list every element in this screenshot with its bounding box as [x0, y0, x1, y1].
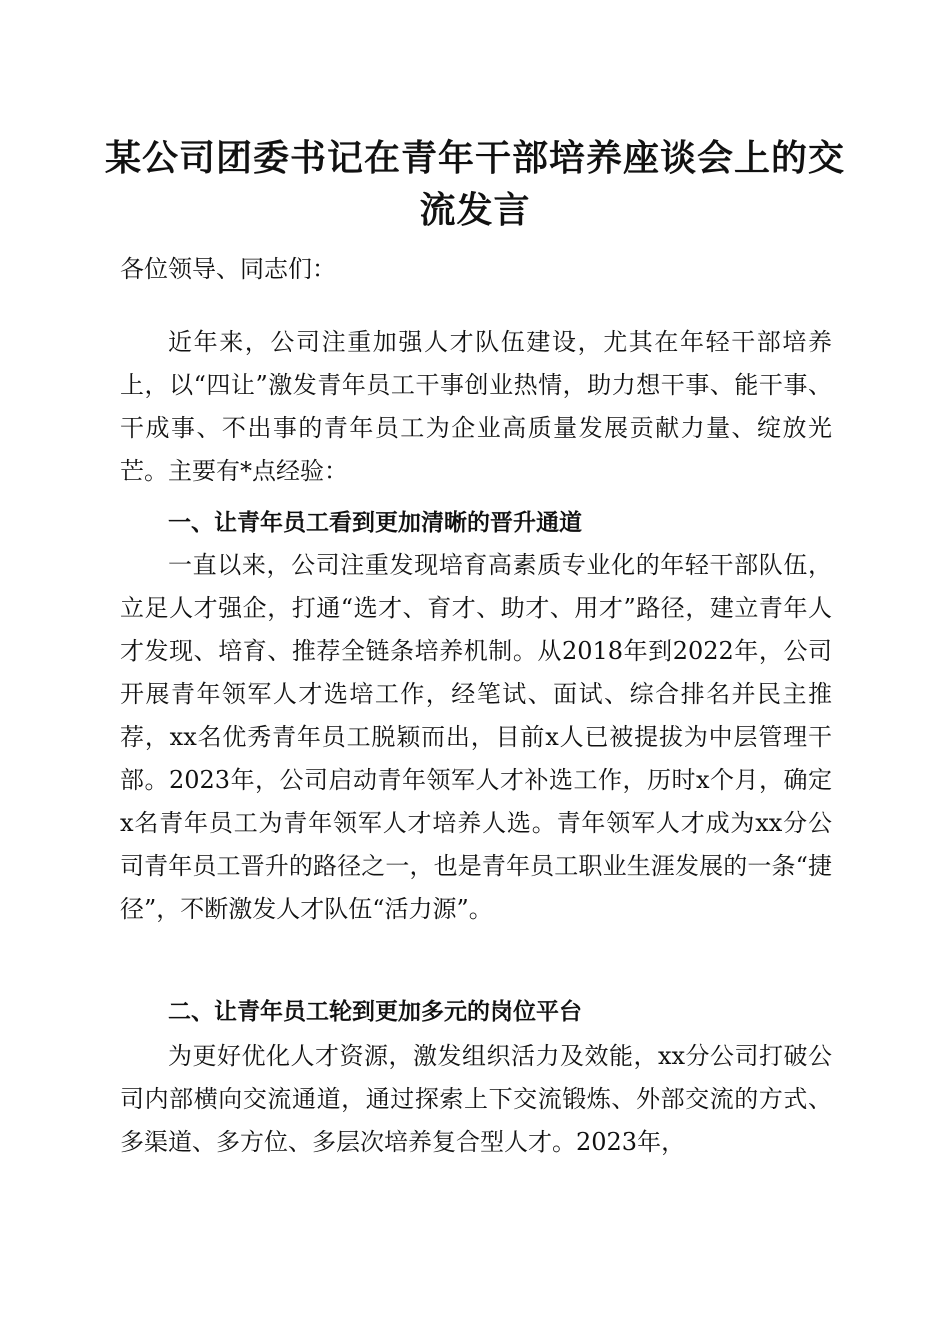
- section-1-heading: 一、让青年员工看到更加清晰的晋升通道: [168, 510, 582, 536]
- section-2-heading: 二、让青年员工轮到更加多元的岗位平台: [168, 999, 582, 1025]
- document-title-line-2: 流发言: [419, 189, 531, 231]
- section-1-paragraph: 一直以来，公司注重发现培育高素质专业化的年轻干部队伍，立足人才强企，打通“选才、育才、助才、用才”路径，建立青年人才发现、培育、推荐全链条培养机制。从2018年到2022年，公司开展青年领军人才选培工作，经笔试、面试、综合排名并民主推荐，xx名优秀青年员工脱颖而出，目前x人已被提拔为中层管理干部。2023年，公司启动青年领军人才补选工作，历时x个月，确定x名青年员工为青年领军人才培养人选。青年领军人才成为xx分公司青年员工晋升的路径之一，也是青年员工职业生涯发展的一条“捷径”，不断激发人才队伍“活力源”。: [120, 551, 832, 923]
- section-2-paragraph: 为更好优化人才资源，激发组织活力及效能，xx分公司打破公司内部横向交流通道，通过探索上下交流锻炼、外部交流的方式、多渠道、多方位、多层次培养复合型人才。2023年，: [120, 1042, 832, 1156]
- document-title-line-1: 某公司团委书记在青年干部培养座谈会上的交: [104, 137, 845, 179]
- intro-paragraph: 近年来，公司注重加强人才队伍建设，尤其在年轻干部培养上，以“四让”激发青年员工干事创业热情，助力想干事、能干事、干成事、不出事的青年员工为企业高质量发展贡献力量、绽放光芒。主要有*点经验：: [120, 328, 832, 485]
- salutation: 各位领导、同志们：: [120, 255, 336, 283]
